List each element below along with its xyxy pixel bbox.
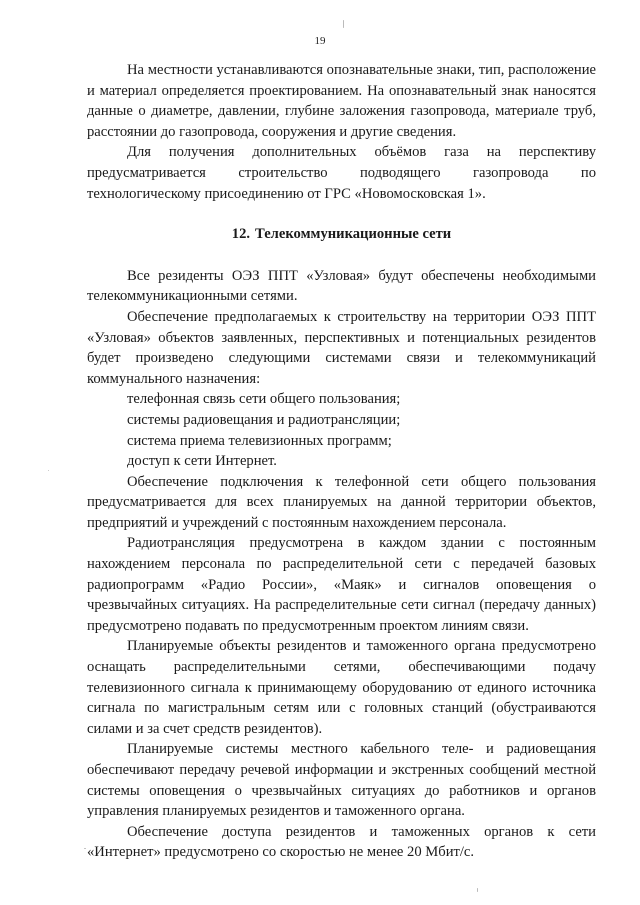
list-item: доступ к сети Интернет.	[127, 453, 277, 470]
section-number: 12.	[231, 226, 251, 243]
paragraph-radio: Радиотрансляция предусмотрена в каждом здании с постоянным нахождением персонала по распределительной сети с передачей базовых радиопрограмм «Радио России», «Маяк» и сигналов оповещения о чрезвычайных ситуациях. На распределительные сети сигнал (передачу данных) предусмотрено подавать по предусмотренным проектом линиям связи.	[87, 535, 596, 634]
paragraph-residents-provided: Все резиденты ОЭЗ ППТ «Узловая» будут обеспечены необходимыми телекоммуникационными сетями.	[87, 267, 596, 305]
paragraph-systems-intro: Обеспечение предполагаемых к строительству на территории ОЭЗ ППТ «Узловая» объектов заявленных, перспективных и потенциальных резидентов будет произведено следующими системами связи и телекоммуникаций коммунального назначения:	[87, 308, 596, 387]
paragraph-telephone: Обеспечение подключения к телефонной сети общего пользования предусматривается для всех планируемых на данной территории объектов, предприятий и учреждений с постоянным нахождением персонала.	[87, 473, 596, 531]
list-item: телефонная связь сети общего пользования;	[127, 391, 401, 408]
paragraph-television: Планируемые объекты резидентов и таможенного органа предусмотрено оснащать распределительными сетями, обеспечивающими подачу телевизионного сигнала к принимающему оборудованию от единого источника сигнала по магистральным сетям или с головных станций (обустраиваются силами и за счет средств резидентов).	[87, 638, 596, 737]
section-title: Телекоммуникационные сети	[255, 226, 452, 243]
paragraph-internet: Обеспечение доступа резидентов и таможенных органов к сети «Интернет» предусмотрено со скоростью не менее 20 Мбит/с.	[87, 823, 596, 861]
page-number: 19	[314, 35, 326, 47]
paragraph-cable-broadcast: Планируемые системы местного кабельного теле- и радиовещания обеспечивают передачу речевой информации и экстренных сообщений местной системы оповещения о чрезвычайных ситуациях до работников и органов управления планируемых резидентов и таможенного органа.	[87, 741, 596, 820]
list-item: системы радиовещания и радиотрансляции;	[127, 411, 401, 428]
paragraph-gas-prospect: Для получения дополнительных объёмов газа на перспективу предусматривается строительство подводящего газопровода по технологическому присоединению от ГРС «Новомосковская 1».	[87, 144, 596, 202]
scan-speck	[84, 848, 86, 849]
paragraph-marker-signs: На местности устанавливаются опознавательные знаки, тип, расположение и материал определяется проектированием. На опознавательный знак наносятся данные о диаметре, давлении, глубине заложения газопровода, материале труб, расстоянии до газопровода, сооружения и другие сведения.	[87, 62, 596, 140]
list-item: система приема телевизионных программ;	[127, 432, 392, 449]
systems-list	[87, 389, 596, 471]
section-heading	[87, 224, 596, 245]
scan-speck	[48, 470, 49, 471]
scan-speck	[343, 20, 344, 28]
document-body	[87, 60, 596, 863]
scan-speck	[477, 888, 478, 892]
